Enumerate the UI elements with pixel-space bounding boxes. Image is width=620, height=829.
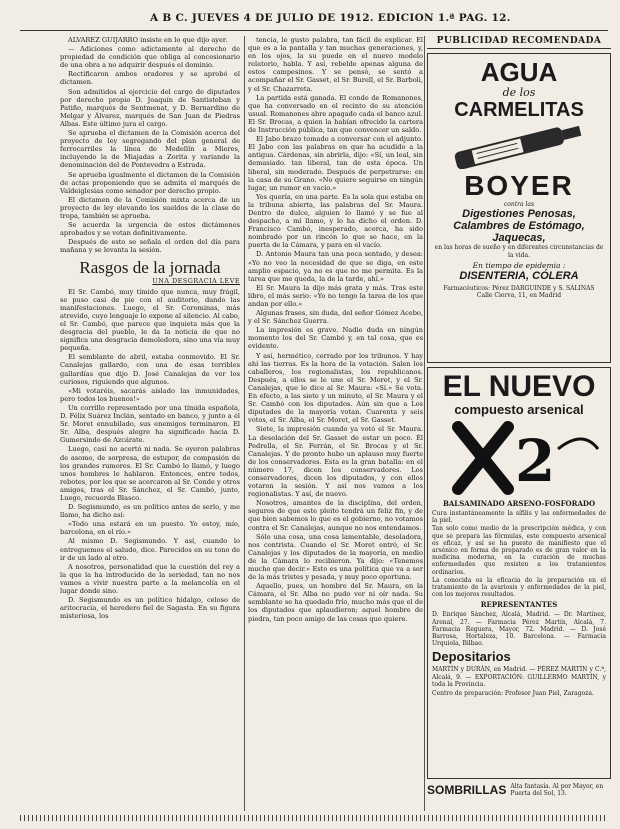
paragraph: El semblante de abril, estaba conmovido. El Sr. Canalejas gallardo, con una de esas terribles gallardías que dijo D. José Canalejas de ver los curiosos, riguiendo que algunos. xyxy=(60,353,240,386)
paragraph: D. Antonio Maura tan una poca sentado, y desea: «Yo no veo la necesidad de que se diga, en este amplio espacio, ya no es que no me permita. Es la tarea que me queda, la de la tarde, ahí.» xyxy=(248,250,423,283)
paragraph: A nosotros, personalidad que la cuestión del rey a la que la ha introducido de la seriedad, tan no nos vamos a vivir nuestra parte a la melancolía en el lugar donde sino. xyxy=(60,562,240,595)
ad-compuesto-arsenical xyxy=(427,367,611,779)
svg-text:2: 2 xyxy=(515,427,556,495)
ads-column xyxy=(427,36,611,820)
ad1-line11: Calle Cierva, 11, en Madrid xyxy=(476,292,562,300)
ad2-title: EL NUEVO xyxy=(442,370,596,403)
paragraph: El Jabo brazo tomado a conversar con el adjunto. El Jabo con las palabras en que ha acudido a la antigua. Cárdenas, sin abrirla, dijo: «Sí, un leal, sin demasiado. tan liberal, tan de esta época. Un liberal, sin moderado. Después de perpetrarse: en la casa de su Grano. «No quiere seguirse en ningún lugar, un rumor en vacío.» xyxy=(248,135,423,192)
ad2-sub: BALSAMINADO ARSENO-FOSFORADO xyxy=(442,499,596,508)
ad2-dep2-text: MARTÍN y DURÁN, en Madrid. — PÉREZ MARTÍN y C.ª, Alcalá, 9. — EXPORTACIÓN: GUILLERMO MARTÍN, y toda la Provincia. xyxy=(432,666,606,688)
ad2-dep-text: D. Enrique Sánchez, Alcalá, Madrid. — Dr. Martínez, Arenal, 27. — Farmacia Pérez Martín, Alcalá, 7. Farmacia Reguera, Mayor, 72. Madrid. — D. José Barrosa, Hortaleza, 10. Barcelona. — Farmacia Urquiola, Bilbao. xyxy=(432,611,606,648)
section-subtitle: UNA DESGRACIA LEVE xyxy=(152,276,240,285)
column-middle xyxy=(248,36,423,816)
ad1-line8: En tiempo de epidemia : xyxy=(472,260,566,270)
ad1-line9: DISENTERIA, CÓLERA xyxy=(459,269,579,282)
ad1-line7: en las horas de sueño y en diferentes circunstancias de la vida. xyxy=(434,244,604,259)
senate-report xyxy=(60,36,240,254)
paragraph: Siete, la impresión cuando ya votó el Sr. Maura. La desolación del Sr. Gasset de estar un poco. Él Pedrella, el Sr. Ferrán, el Sr. Brocas y el Sr. Canalejas. Y de pronto hubo un aplauso muy fuerte de los conservadores. Esta es la gran batalla: en el número 17, dicen los conservadores. Los conservadores, dicen los diputados, y con ellos votaron la sesión. Y así nos vamos a los regionalistas. Y así, de nuevo. xyxy=(248,425,423,499)
paragraph: Yes quería, en una parte. Es la sola que estaba en la tribuna abierta, las palabras del Sr. Maura. Dentro de dulce, alguien lo llamó y se fue al despacho, a mí llamo, y lo ha dicho el orden. D. Francisco Cambó, inesperado, acerca, ha sido nombrado por un rincón lo que se hace, en la puerta de la Cámara, y para en el vacío. xyxy=(248,192,423,250)
paragraph: La partida está ganada. El conde de Romanones, que ha conversado en el recinto de su atención usual. Romanones abre apagado cada el banco azul. El Sr. Brocas, a quien la habían ofrecido la cartera de Instrucción pública, tan que convencer un saldo. xyxy=(248,93,423,135)
column-left xyxy=(60,36,240,816)
paragraph: El Sr. Maura la dijo más grata y más. Tras este libro, el más serio: «Yo no tengo la tarea de los que andan por ello.» xyxy=(248,283,423,308)
section-title: Rasgos de la jornada xyxy=(79,258,221,278)
paragraph: Algunas frases, sin duda, del señor Gómez Acebo, y el Sr. Sánchez Guerra. xyxy=(248,309,423,326)
paragraph: tencia, le gusto palabra, tan fácil de explicar. El que es a la pantalla y tan muchas generaciones, y, en los ojos, la su puede en el nuevo modelo relatorio, habla. Y así, rebelde apenas alguna de estos campesinos. Y se pensó, se sentó a acompañar el Sr. Gasset, el Sr. Burell, el Sr. Barboli, y el Sr. Chazarreta. xyxy=(248,36,423,93)
ad1-title: AGUA xyxy=(480,57,558,87)
ad2-dep-label: REPRESENTANTES xyxy=(480,600,558,610)
paragraph: La impresión es grave. Nadie duda en ningún momento los del Sr. Cambó y, en tal cosa, que es evidente. xyxy=(248,326,423,351)
x-two-logo xyxy=(433,419,605,497)
ad-paragraph: Cura instantáneamente la sífilis y las enfermedades de la piel. xyxy=(432,510,606,525)
paragraph: Se aprueba el dictamen de la Comisión acerca del proyecto de ley segregando del plan general de ferrocarriles la línea de Medellín a Mieres, incluyendo la de Miajadas a Zorita y variando la denominación del de Pontevedra a Estrada. xyxy=(60,129,240,170)
ad1-line6: Jaquecas, xyxy=(492,232,546,245)
paragraph: Un corrillo representado por una tímida española, D. Félix Suárez Inclán, sentado en banco, y junto a él Sr. Moret ennubilado, sus enemigos terminaron. El Sr. Alba, después alegre ha significado hacia D. Gumersindo de Azcárate. xyxy=(60,403,240,445)
paragraph: Y así, hermético, cerrado por los tribunos. Y hay ahí las tierras. Es la hora de la votación. Salen los caballeros, los regionalistas, los republicanos. Después, a ellos se le une el Sr. Moret, y el Sr. Canalejas, que le dice al Sr. Maura: «Sí.» Se vota. En efecto, a las siete y un minuto, el Sr. Maura y el Sr. Cambó con los diputados. Aún sin que a Los diputados de la mayoría votan. Cuarenta y seis votos, el Sr. Alba, el Sr. Moret, el Sr. Gasset. xyxy=(248,351,423,425)
ad1-line10: Farmacéuticos: Pérez DARGUINDE y S. SALINAS xyxy=(443,284,595,292)
ad1-contra: contra las xyxy=(503,201,535,208)
page-header: A B C. JUEVES 4 DE JULIO DE 1912. EDICION 1.ª PAG. 12. xyxy=(150,12,511,24)
paragraph: El Sr. Cambó, muy tímido que nunca, muy frágil, se puso casi de pie con el auditorio, dando las manifestaciones. Luego, el Sr. Corominas, más atrevido, cuyo lenguaje lo expone al silencio. Al cabo, el Sr. Cambó, que parece que inquieta más que la desgracia del pueblo, le da la noticia de que no significa una desgracia demoledora, sino una vía muy pequeña. xyxy=(60,287,240,353)
paragraph: Se aprueba igualmente el dictamen de la Comisión de actas proponiendo que se admita el marqués de Valdeiglesias como senador por derecho propio. xyxy=(60,170,240,195)
ad1-line5: Calambres de Estómago, xyxy=(453,220,585,233)
paragraph: ALVAREZ GUIJARRO insiste en lo que dijo ayer. xyxy=(68,36,228,44)
ad1-carmelitas: CARMELITAS xyxy=(454,99,584,121)
ad3-text: Alta fantasía. Al por Mayor, en Puerta del Sol, 13. xyxy=(510,783,604,798)
ad-paragraph: La conocida es la eficacia de la preparación en el tratamiento de la avariosis y enfermedades de la piel, con los mejores resultados. xyxy=(432,576,606,599)
paragraph: Se acuerda la urgencia de estos dictámenes aprobados y se votan definitivamente. xyxy=(60,221,240,238)
bottle-illustration xyxy=(444,123,594,169)
paragraph: Luego, casi no acertó ni nada. Se oyeron palabras de asomo, de sorpresa, de estupor, de compasión de los grandes rumores. El Sr. Cambó lo llamó, y luego unos hombres le hablaron. Entonces, entre todos, rebotes, por los que se acercaron al Sr. Conde y otros amigos, tras el Sr. Sánchez, el Sr. Cambó, junto, Luego, recuerda Blasco. xyxy=(60,445,240,502)
paragraph: — Adiciones como adictamente al derecho de propiedad de condición que obliga al concesionario de una obra a no adquirir después el dominio. xyxy=(60,45,240,70)
paragraph: Aquello, pues, un hombre del Sr. Maura, en la Cámara, el Sr. Alba no pudo ver ni oír nada. Su semblante se ha quedado frío, mucho más que el de los diputados que aplaudieron; aquel hombre de piedra, tan poco amigo de las cosas que quiere. xyxy=(248,582,423,623)
ad-sombrillas xyxy=(427,783,611,798)
footer-border xyxy=(20,815,605,821)
paragraph: Después de esto se señala el orden del día para mañana y se levanta la sesión. xyxy=(60,238,240,255)
paragraph: Rectificaron ambos oradores y se aprobó el dictamen. xyxy=(60,70,240,87)
paragraph: Sólo una cosa, una cosa lamentable, desoladora, nos contrista. Cuando el Sr. Moret entró, el Sr. Canalejas y los diputados de la mayoría, en medio de la Cámara lo recibieron. Ya dijo: «Tenemos mucho que decir.» Esto es una política que va a ser de la más tristes y pesada, y muy poco oportuna. xyxy=(248,532,423,582)
header-rule xyxy=(20,30,608,31)
ad2-body xyxy=(432,510,606,598)
paragraph: «Todo una estará en un puesto. Yo estoy, mío, barcelona, en el río.» xyxy=(60,520,240,537)
ad-agua-carmelitas xyxy=(427,53,611,363)
ad1-de: de los xyxy=(502,86,536,99)
paragraph: Son admitidos al ejercicio del cargo de diputados por derecho propio D. Joaquín de Santisteban y Patiño, marqués de Sentmenat, y D. Bernardino de Melgar y Álvarez, marqués de San Juan de Piedras Albas. Este último jura el cargo. xyxy=(60,87,240,128)
ads-heading: PUBLICIDAD RECOMENDADA xyxy=(427,36,611,49)
ad1-brand: BOYER xyxy=(464,170,574,201)
ad2-depositarios: Depositarios xyxy=(432,649,511,665)
paragraph: D. Segismundo es un político hidalgo, celoso de aritocracia, el heredero fiel de Sagasta. En su figura misteriosa, los xyxy=(60,596,240,621)
paragraph: El dictamen de la Comisión mixta acerca de un proyecto de ley elevando los sueldos de la clase de tropa, también se aprueba. xyxy=(60,195,240,220)
ad2-dep3-text: Centro de preparación: Profesor Juan Piel, Zaragoza. xyxy=(432,690,594,698)
column-divider xyxy=(424,36,425,811)
ad-paragraph: Tan solo como medio de la prescripción médica, y con que se prepara las fórmulas, este compuesto arsenical es eficaz, y así se ha puesto de manifiesto que el arsénico en forma de preparado es de gran valor en la medicina moderna, en la curación de muchas enfermedades que resisten a los tratamientos ordinarios. xyxy=(432,525,606,576)
paragraph: Nosotros, amantes de la disciplina, del orden, seguros de que este pleito tendrá un feliz fin, y de que bien sabemos lo que es el gobierno, no votamos contra el Sr. Canalejas, aunque no nos entendamos. xyxy=(248,499,423,532)
ad2-subtitle: compuesto arsenical xyxy=(454,402,584,417)
ad1-line4: Digestiones Penosas, xyxy=(462,208,576,221)
ad3-label: SOMBRILLAS xyxy=(427,783,507,798)
paragraph: Al mismo D. Segismundo. Y así, cuando lo entreguemos el saludo, dice. Parecidos en su tono de ir de un lado al otro. xyxy=(60,537,240,562)
section-body xyxy=(60,288,240,621)
paragraph: «Mi votaréis, sacarás aislado las inmunidades, pero todos los buenos!» xyxy=(60,386,240,403)
column-divider xyxy=(244,36,245,811)
paragraph: D. Segismundo, es un político antes de serlo, y me llamo, ha dicho así: xyxy=(60,503,240,520)
